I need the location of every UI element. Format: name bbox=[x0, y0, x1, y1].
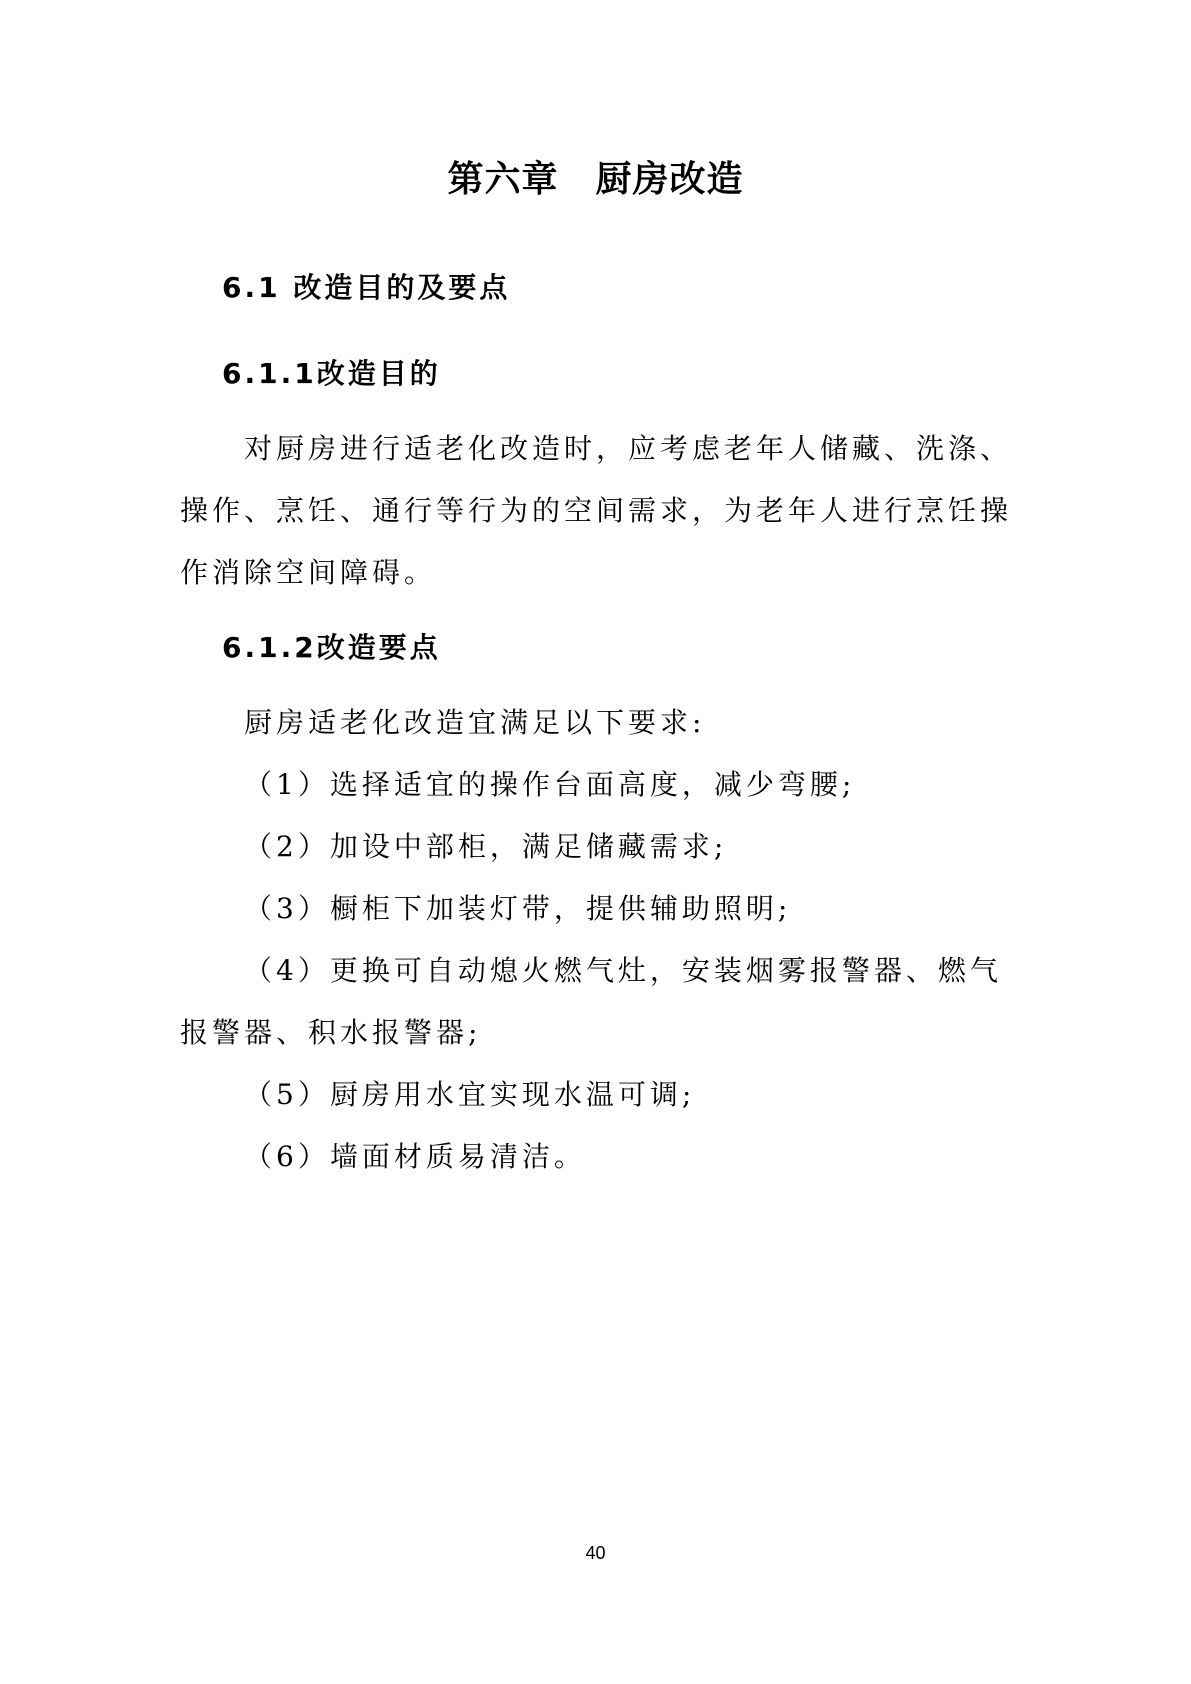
requirement-item-2: （2）加设中部柜，满足储藏需求; bbox=[244, 830, 728, 863]
requirement-item-4: （4）更换可自动熄火燃气灶，安装烟雾报警器、燃气报警器、积水报警器; bbox=[180, 954, 1002, 1049]
requirements-intro: 厨房适老化改造宜满足以下要求: bbox=[244, 706, 706, 739]
chapter-title: 第六章 厨房改造 bbox=[447, 159, 744, 200]
requirement-item-5: （5）厨房用水宜实现水温可调; bbox=[244, 1078, 696, 1111]
requirement-item-3: （3）橱柜下加装灯带，提供辅助照明; bbox=[244, 892, 792, 925]
section-heading-6-1-1: 6.1.1改造目的 bbox=[222, 357, 441, 390]
requirement-item-1: （1）选择适宜的操作台面高度，减少弯腰; bbox=[244, 768, 856, 801]
purpose-paragraph: 对厨房进行适老化改造时，应考虑老年人储藏、洗涤、操作、烹饪、通行等行为的空间需求，为老年人进行烹饪操作消除空间障碍。 bbox=[180, 432, 1013, 589]
requirement-item-6: （6）墙面材质易清洁。 bbox=[244, 1140, 586, 1173]
section-heading-6-1-2: 6.1.2改造要点 bbox=[222, 631, 441, 664]
section-heading-6-1: 6.1 改造目的及要点 bbox=[222, 271, 511, 304]
page-number: 40 bbox=[585, 1543, 606, 1563]
